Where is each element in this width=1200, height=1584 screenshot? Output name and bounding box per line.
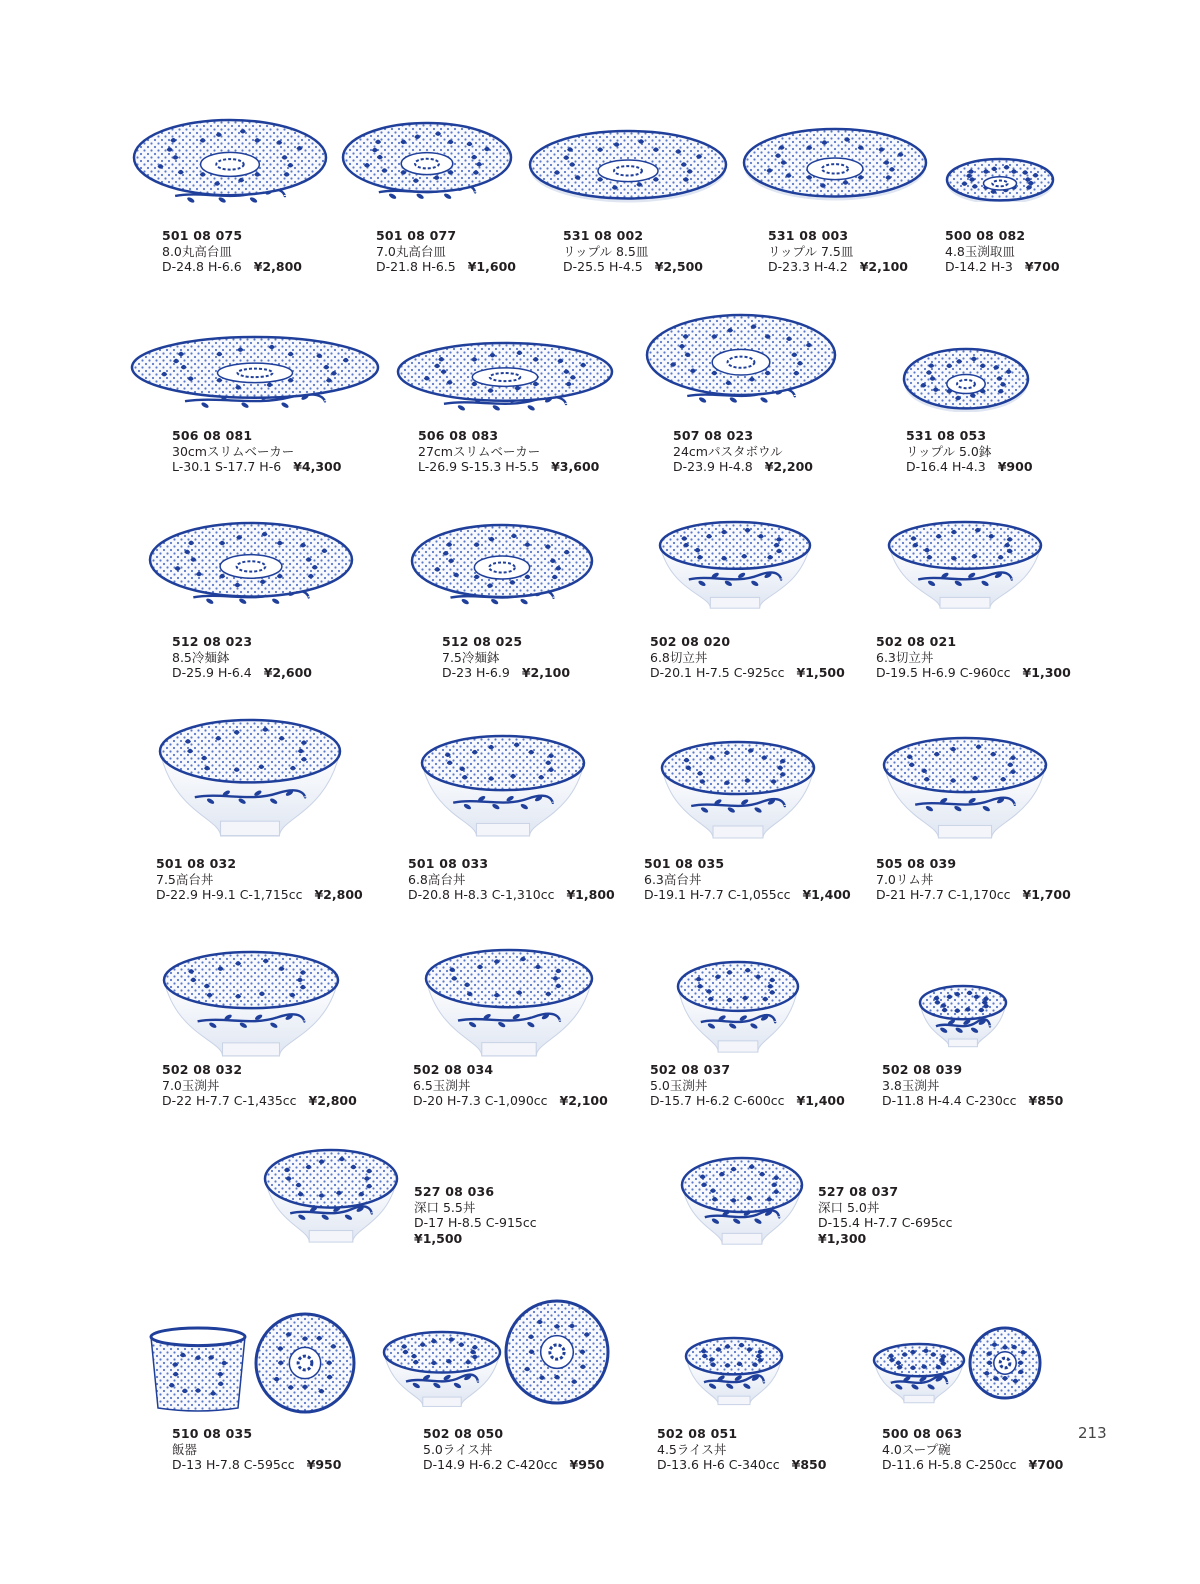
product-code: 506 08 083 [418,428,499,443]
product-caption [162,1062,357,1109]
product-spec: D-20.8 H-8.3 C-1,310cc [408,887,555,902]
product-photo-svg [918,984,1008,1048]
product-name: 8.0丸高台皿 [162,243,232,259]
product-spec: D-14.2 H-3 [945,259,1013,274]
product-name: 6.3切立丼 [876,649,934,665]
product-spec: D-19.1 H-7.7 C-1,055cc [644,887,791,902]
product-photo-svg [902,346,1030,412]
product-photo [341,120,513,206]
product-name: 27cmスリムベーカー [418,443,541,459]
product-spec: D-23.3 H-4.2 [768,259,848,274]
product-code: 512 08 023 [172,634,253,649]
product-name: 4.5ライス丼 [657,1441,727,1457]
product-caption [945,228,1060,275]
product-code: 531 08 002 [563,228,644,243]
product-spec: D-15.7 H-6.2 C-600cc [650,1093,785,1108]
product-caption [442,634,570,681]
product-photo-svg [162,950,340,1058]
product-code: 501 08 032 [156,856,237,871]
product-price: ¥1,400 [796,1093,845,1108]
product-photo-svg [887,520,1043,610]
product-photo-svg [382,1330,502,1408]
product-spec-line [423,1457,604,1473]
product-name: 7.0リム丼 [876,871,934,887]
product-code: 531 08 053 [906,428,987,443]
product-name: 深口 5.5丼 [414,1199,476,1215]
product-spec-line [650,665,845,681]
product-name: リップル 8.5皿 [563,243,649,259]
product-inside-view-svg [968,1322,1042,1404]
product-caption [657,1426,826,1473]
product-spec-line [644,887,851,903]
product-code: 501 08 035 [644,856,725,871]
product-caption [414,1184,537,1246]
product-inside-view-svg [254,1310,356,1416]
product-spec-line [876,665,1071,681]
product-spec-line [657,1457,826,1473]
product-price: ¥2,800 [253,259,302,274]
product-photo-svg [148,1326,248,1414]
product-photo [945,156,1055,202]
product-code: 502 08 039 [882,1062,963,1077]
product-spec-line [162,259,302,275]
product-spec: D-21 H-7.7 C-1,170cc [876,887,1011,902]
product-price: ¥2,500 [654,259,703,274]
product-photo [396,340,614,416]
product-code: 500 08 063 [882,1426,963,1441]
product-price: ¥2,800 [308,1093,357,1108]
product-caption [818,1184,953,1246]
product-price: ¥3,600 [551,459,600,474]
product-name: リップル 5.0鉢 [906,443,992,459]
product-price: ¥950 [569,1457,605,1472]
product-spec-line [172,665,312,681]
product-photo [658,520,812,610]
product-spec-line [650,1093,845,1109]
product-spec: D-23.9 H-4.8 [673,459,753,474]
product-name: 4.0スープ碗 [882,1441,951,1457]
product-caption [418,428,599,475]
product-spec-line [418,459,599,475]
product-caption [563,228,703,275]
product-code: 500 08 082 [945,228,1026,243]
product-spec: D-14.9 H-6.2 C-420cc [423,1457,558,1472]
product-caption [644,856,851,903]
product-spec-line [882,1457,1063,1473]
page-number: 213 [1078,1424,1107,1442]
product-caption [172,428,341,475]
product-spec: L-30.1 S-17.7 H-6 [172,459,282,474]
product-photo-svg [424,948,594,1058]
product-code: 501 08 077 [376,228,457,243]
product-photo-svg [158,718,342,838]
product-spec: D-17 H-8.5 C-915cc [414,1215,537,1230]
product-spec: D-25.9 H-6.4 [172,665,252,680]
product-caption [650,634,845,681]
product-name: 6.8高台丼 [408,871,466,887]
product-price: ¥1,800 [566,887,615,902]
product-name: 深口 5.0丼 [818,1199,880,1215]
product-name: 4.8玉渕取皿 [945,243,1015,259]
product-photo [148,520,354,612]
product-photo [410,522,594,612]
product-price: ¥900 [997,459,1033,474]
product-name: 7.5高台丼 [156,871,214,887]
product-price: ¥4,300 [293,459,342,474]
product-photo [424,948,594,1058]
product-caption [423,1426,604,1473]
product-name: 7.0玉渕丼 [162,1077,220,1093]
product-caption [408,856,615,903]
product-spec: L-26.9 S-15.3 H-5.5 [418,459,540,474]
product-name: 5.0ライス丼 [423,1441,493,1457]
product-photo [918,984,1008,1048]
product-code: 502 08 037 [650,1062,731,1077]
product-photo-svg [132,117,328,211]
product-price: ¥1,700 [1022,887,1071,902]
product-photo-svg [410,522,594,612]
product-photo-inside [968,1322,1042,1404]
product-photo-svg [684,1336,784,1406]
product-code: 502 08 051 [657,1426,738,1441]
product-price: ¥1,300 [818,1230,867,1246]
product-photo-svg [660,740,816,840]
product-price: ¥700 [1028,1457,1064,1472]
product-spec: D-20.1 H-7.5 C-925cc [650,665,785,680]
product-code: 502 08 021 [876,634,957,649]
product-code: 507 08 023 [673,428,754,443]
product-caption [876,634,1071,681]
product-name: 6.8切立丼 [650,649,708,665]
product-spec-line [882,1093,1063,1109]
product-price: ¥2,600 [263,665,312,680]
product-code: 512 08 025 [442,634,523,649]
product-photo-svg [528,128,728,203]
product-name: 7.5冷麺鉢 [442,649,500,665]
product-code: 501 08 033 [408,856,489,871]
product-photo-svg [676,960,800,1054]
product-code: 506 08 081 [172,428,253,443]
product-name: 3.8玉渕丼 [882,1077,940,1093]
product-price: ¥850 [791,1457,827,1472]
product-code: 505 08 039 [876,856,957,871]
product-code: 502 08 020 [650,634,731,649]
product-photo [263,1148,399,1244]
product-spec: D-24.8 H-6.6 [162,259,242,274]
product-price: ¥1,600 [467,259,516,274]
product-spec-line [162,1093,357,1109]
product-code: 531 08 003 [768,228,849,243]
product-spec: D-11.8 H-4.4 C-230cc [882,1093,1017,1108]
product-caption [906,428,1033,475]
product-price: ¥850 [1028,1093,1064,1108]
product-spec: D-20 H-7.3 C-1,090cc [413,1093,548,1108]
product-price: ¥700 [1024,259,1060,274]
product-photo-svg [130,334,380,414]
product-photo [680,1156,804,1246]
product-price: ¥1,300 [1022,665,1071,680]
product-name: 飯器 [172,1441,198,1457]
product-code: 510 08 035 [172,1426,253,1441]
product-name: 7.0丸高台皿 [376,243,446,259]
product-photo [887,520,1043,610]
product-price: ¥1,400 [802,887,851,902]
product-caption [413,1062,608,1109]
product-caption [876,856,1071,903]
product-spec: D-21.8 H-6.5 [376,259,456,274]
product-price: ¥2,200 [764,459,813,474]
product-caption [172,634,312,681]
product-photo [684,1336,784,1406]
product-spec-line [156,887,363,903]
product-caption [768,228,908,275]
product-spec-line [172,459,341,475]
product-name: 5.0玉渕丼 [650,1077,708,1093]
product-spec: D-19.5 H-6.9 C-960cc [876,665,1011,680]
product-photo-inside [504,1296,610,1408]
product-photo-svg [742,126,928,201]
product-photo-svg [148,520,354,612]
product-photo [148,1326,248,1414]
product-photo [158,718,342,838]
product-photo [162,950,340,1058]
product-photo [645,312,837,412]
product-spec: D-25.5 H-4.5 [563,259,643,274]
product-spec-line [818,1215,953,1246]
product-photo-svg [341,120,513,206]
product-spec-line [413,1093,608,1109]
product-code: 527 08 036 [414,1184,495,1199]
product-spec-line [906,459,1033,475]
product-spec: D-16.4 H-4.3 [906,459,986,474]
product-caption [156,856,363,903]
product-photo-inside [254,1310,356,1416]
product-price: ¥1,500 [796,665,845,680]
product-name: 30cmスリムベーカー [172,443,295,459]
product-photo [660,740,816,840]
product-photo [420,734,586,838]
product-spec: D-22.9 H-9.1 C-1,715cc [156,887,303,902]
product-code: 527 08 037 [818,1184,899,1199]
product-price: ¥1,500 [414,1230,463,1246]
product-spec: D-11.6 H-5.8 C-250cc [882,1457,1017,1472]
product-name: 6.3高台丼 [644,871,702,887]
product-spec: D-15.4 H-7.7 C-695cc [818,1215,953,1230]
product-code: 502 08 032 [162,1062,243,1077]
product-caption [650,1062,845,1109]
product-name: 24cmパスタボウル [673,443,783,459]
product-caption [882,1062,1063,1109]
product-photo [676,960,800,1054]
product-caption [172,1426,341,1473]
product-price: ¥2,800 [314,887,363,902]
product-photo-svg [645,312,837,412]
product-photo-svg [680,1156,804,1246]
product-photo [528,128,728,203]
product-spec: D-23 H-6.9 [442,665,510,680]
product-photo-svg [420,734,586,838]
product-spec: D-22 H-7.7 C-1,435cc [162,1093,297,1108]
product-photo-svg [882,736,1048,840]
product-name: リップル 7.5皿 [768,243,854,259]
product-name: 6.5玉渕丼 [413,1077,471,1093]
product-spec-line [172,1457,341,1473]
product-caption [162,228,302,275]
product-photo-svg [396,340,614,416]
product-spec-line [673,459,813,475]
product-price: ¥2,100 [559,1093,608,1108]
product-code: 502 08 050 [423,1426,504,1441]
product-photo-svg [263,1148,399,1244]
product-spec: D-13 H-7.8 C-595cc [172,1457,295,1472]
product-photo-svg [872,1342,966,1404]
product-spec-line [945,259,1060,275]
product-price: ¥2,100 [521,665,571,680]
product-photo-svg [658,520,812,610]
product-spec-line [376,259,516,275]
product-photo [382,1330,502,1408]
product-spec: D-13.6 H-6 C-340cc [657,1457,780,1472]
product-spec-line [563,259,703,275]
product-name: 8.5冷麺鉢 [172,649,230,665]
product-photo [902,346,1030,412]
product-caption [673,428,813,475]
product-spec-line [768,259,908,275]
product-caption [376,228,516,275]
product-inside-view-svg [504,1296,610,1408]
product-photo [130,334,380,414]
product-photo [882,736,1048,840]
product-code: 502 08 034 [413,1062,494,1077]
product-spec-line [408,887,615,903]
product-spec-line [876,887,1071,903]
product-photo [742,126,928,201]
product-price: ¥950 [306,1457,342,1472]
product-code: 501 08 075 [162,228,243,243]
product-photo [132,117,328,211]
product-photo-svg [945,156,1055,202]
product-photo [872,1342,966,1404]
product-caption [882,1426,1063,1473]
product-spec-line [442,665,570,681]
product-spec-line [414,1215,537,1246]
product-price: ¥2,100 [859,259,908,274]
